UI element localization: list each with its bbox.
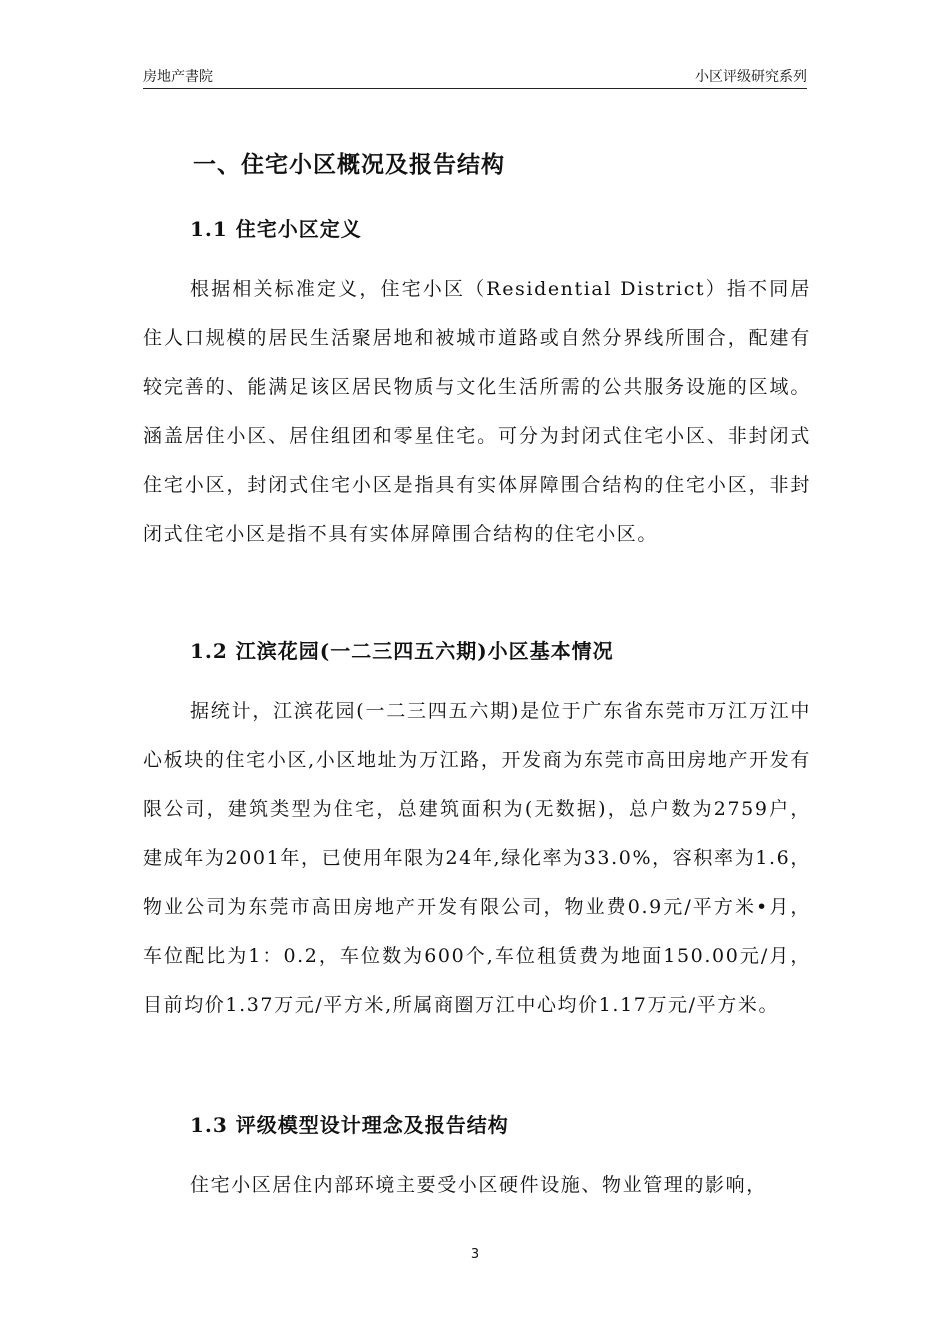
- chapter-title: 一、住宅小区概况及报告结构: [193, 151, 505, 178]
- section-1-2-title: 1.2 江滨花园(一二三四五六期)小区基本情况: [190, 639, 614, 663]
- header-series: 小区评级研究系列: [695, 69, 807, 85]
- section-1-2-paragraph: 据统计，江滨花园(一二三四五六期)是位于广东省东莞市万江万江中心板块的住宅小区,小区地址为万江路，开发商为东莞市高田房地产开发有限公司，建筑类型为住宅，总建筑面积为(无数据)，总户数为2759户，建成年为2001年，已使用年限为24年,绿化率为33.0%，容积率为1.6，物业公司为东莞市高田房地产开发有限公司，物业费0.9元/平方米•月，车位配比为1：0.2，车位数为600个,车位租赁费为地面150.00元/月，目前均价1.37万元/平方米,所属商圈万江中心均价1.17万元/平方米。: [143, 700, 811, 1016]
- section-1-1-title: 1.1 住宅小区定义: [190, 217, 362, 241]
- section-1-3-paragraph: 住宅小区居住内部环境主要受小区硬件设施、物业管理的影响，: [190, 1174, 767, 1196]
- section-1-1-paragraph: 根据相关标准定义，住宅小区（Residential District）指不同居住人口规模的居民生活聚居地和被城市道路或自然分界线所围合，配建有较完善的、能满足该区居民物质与文化生活所需的公共服务设施的区域。涵盖居住小区、居住组团和零星住宅。可分为封闭式住宅小区、非封闭式住宅小区，封闭式住宅小区是指具有实体屏障围合结构的住宅小区，非封闭式住宅小区是指不具有实体屏障围合结构的住宅小区。: [143, 278, 811, 545]
- page-header: [143, 66, 807, 89]
- page-number: 3: [470, 1247, 480, 1262]
- section-1-3-title: 1.3 评级模型设计理念及报告结构: [190, 1113, 509, 1137]
- header-publisher: 房地产書院: [143, 69, 213, 85]
